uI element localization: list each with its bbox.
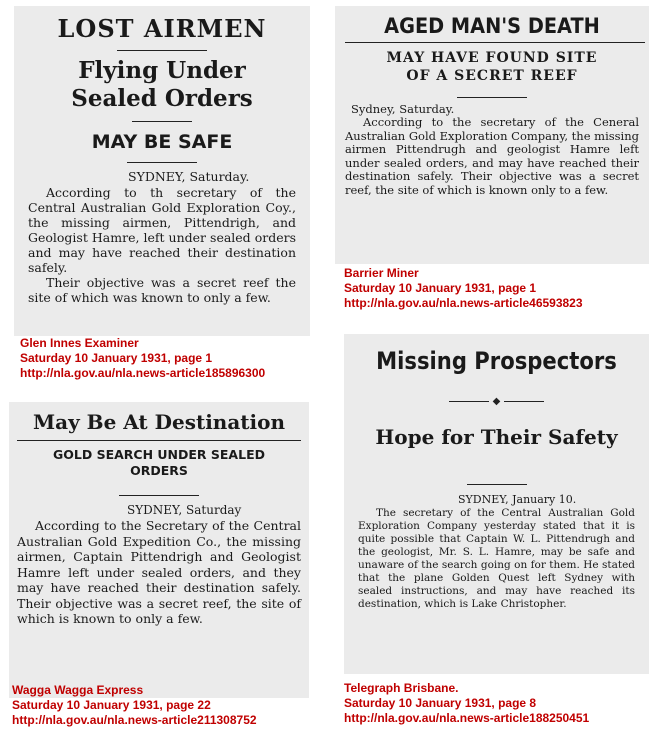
- divider: [119, 495, 199, 496]
- subhead: MAY HAVE FOUND SITE OF A SECRET REEF: [386, 50, 598, 84]
- source-link[interactable]: http://nla.gov.au/nla.news-article188250451: [344, 711, 590, 725]
- diamond-icon: ◆: [492, 396, 501, 407]
- dateline: Sydney, Saturday.: [351, 102, 455, 116]
- subhead: Flying Under Sealed Orders: [71, 57, 253, 112]
- source-link[interactable]: http://nla.gov.au/nla.news-article46593823: [344, 296, 583, 310]
- article-body: [358, 507, 635, 611]
- newspaper-name: Barrier Miner: [344, 266, 419, 280]
- paragraph: According to the Secretary of the Central Australian Gold Expedition Co., the missing airmen, Captain Pittendrigh and Geologist Hamre left under sealed orders, and they may have reached their destination safely. Their objective was a secret reef, the site of which is known to only a few.: [17, 518, 301, 626]
- headline: AGED MAN'S DEATH: [384, 14, 600, 38]
- headline: May Be At Destination: [32, 410, 286, 434]
- citation-glen-innes: [20, 336, 265, 381]
- divider: [117, 50, 207, 51]
- article-body: [28, 185, 296, 305]
- newspaper-name: Wagga Wagga Express: [12, 683, 144, 697]
- subhead: Hope for Their Safety: [375, 425, 618, 449]
- clipping-glen-innes: [14, 6, 310, 336]
- divider: [345, 42, 645, 43]
- divider: [132, 121, 192, 122]
- citation-telegraph-brisbane: [344, 681, 589, 726]
- newspaper-name: Glen Innes Examiner: [20, 336, 139, 350]
- issue-date: Saturday 10 January 1931, page 1: [20, 351, 213, 365]
- paragraph: The secretary of the Central Australian Gold Exploration Company yesterday stated that it is quite possible that Captain W. L. Pittendrugh and the geologist, Mr. S. L. Hamre, may be safe and unaware of the search going on for them. He stated that the plane Golden Quest left Sydney with sealed instructions, and may have reached its destination, which is Lake Christopher.: [358, 507, 635, 610]
- ornament-divider: [358, 396, 635, 408]
- paragraph: According to the secretary of the Ceneral Australian Gold Exploration Company, the missing airmen Pittendrugh and geologist Hamre left under sealed orders, and may have reached their destination safely. Their objective was a secret reef, the site of which is known only to a few.: [345, 115, 640, 197]
- issue-date: Saturday 10 January 1931, page 1: [344, 281, 537, 295]
- issue-date: Saturday 10 January 1931, page 22: [12, 698, 211, 712]
- clipping-telegraph-brisbane: [344, 334, 649, 674]
- citation-wagga-wagga: [12, 683, 257, 728]
- source-link[interactable]: http://nla.gov.au/nla.news-article185896300: [20, 366, 266, 380]
- article-body: [345, 116, 639, 197]
- clipping-barrier-miner: [335, 6, 649, 264]
- clipping-wagga-wagga: [9, 402, 309, 698]
- source-link[interactable]: http://nla.gov.au/nla.news-article211308752: [12, 713, 257, 727]
- divider: [127, 162, 197, 163]
- dateline: SYDNEY, Saturday.: [128, 169, 250, 184]
- newspaper-name: Telegraph Brisbane.: [344, 681, 459, 695]
- headline: Missing Prospectors: [376, 347, 617, 375]
- paragraph: Their objective was a secret reef the site of which was known to only a few.: [28, 275, 296, 305]
- issue-date: Saturday 10 January 1931, page 8: [344, 696, 537, 710]
- deck: MAY BE SAFE: [91, 131, 233, 153]
- article-body: [17, 518, 301, 627]
- subhead: GOLD SEARCH UNDER SEALED ORDERS: [52, 447, 265, 478]
- citation-barrier-miner: [344, 266, 583, 311]
- dateline: SYDNEY, Saturday: [127, 503, 242, 517]
- divider: [457, 97, 527, 98]
- paragraph: According to th secretary of the Central Australian Gold Exploration Coy., the missing airmen, Pittendrigh, and Geologist Hamre, left under sealed orders and may have reached their destination safely.: [28, 185, 296, 275]
- divider: [467, 484, 527, 485]
- dateline: SYDNEY, January 10.: [458, 493, 577, 506]
- headline: LOST AIRMEN: [57, 14, 267, 43]
- divider: [17, 440, 301, 441]
